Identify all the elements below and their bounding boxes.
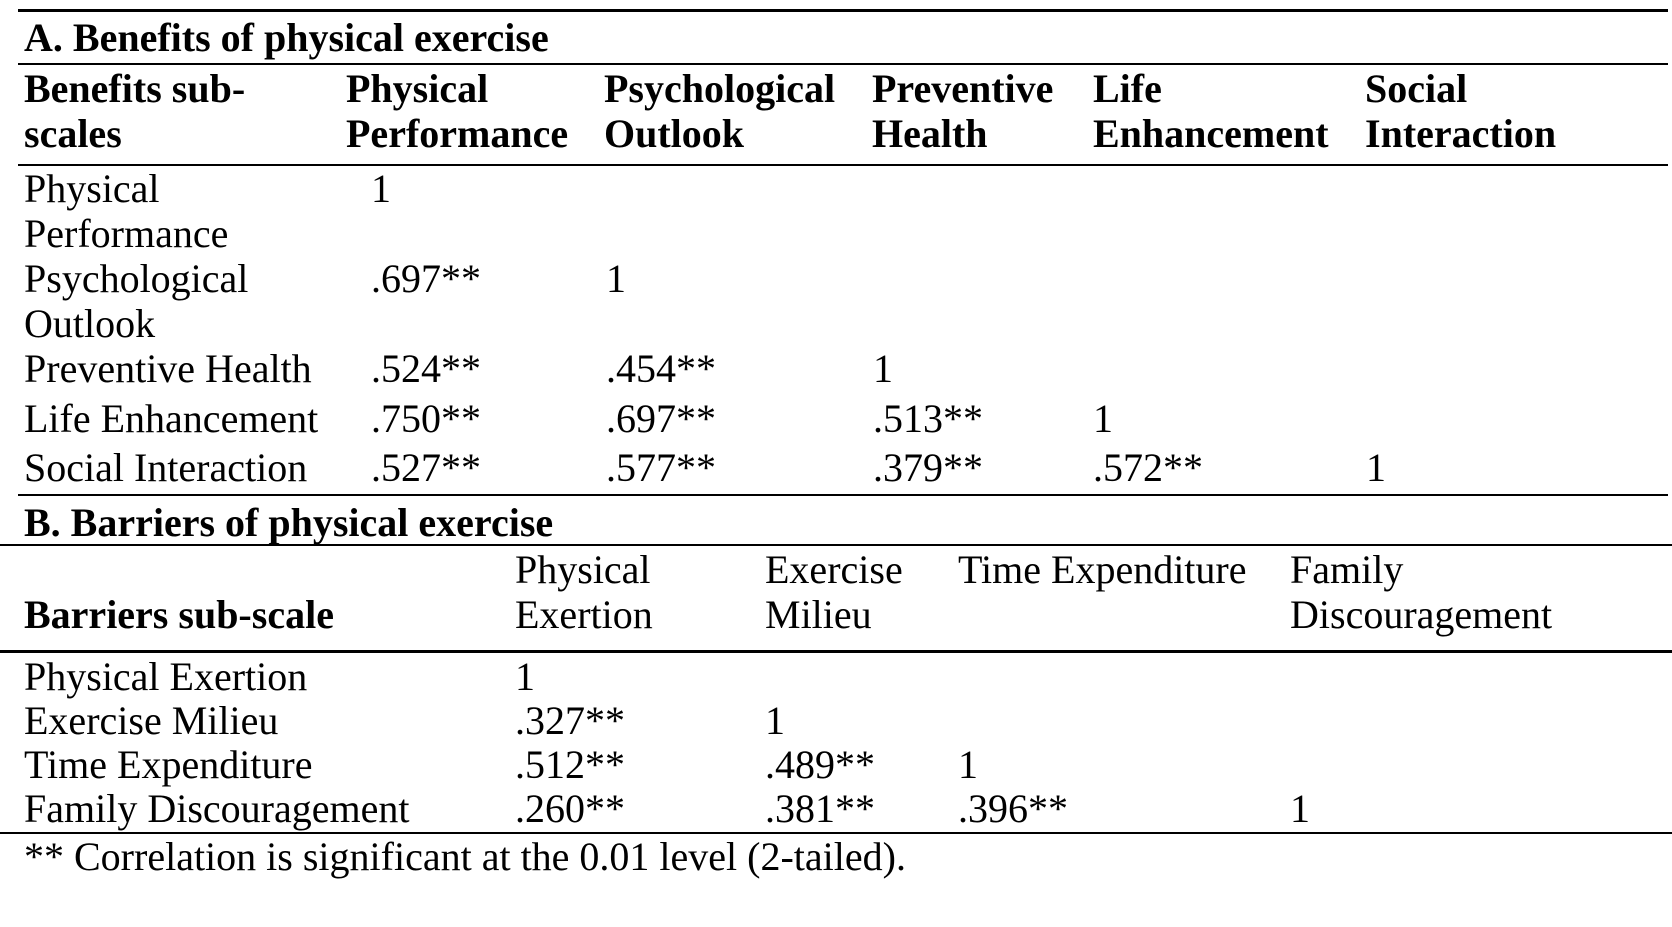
table-cell: .512** bbox=[515, 742, 625, 787]
section-b-title: B. Barriers of physical exercise bbox=[24, 500, 554, 545]
col-header-exercise-milieu: Exercise bbox=[765, 547, 903, 592]
table-cell: .513** bbox=[873, 396, 983, 441]
row-label-physical-performance: Physical bbox=[24, 166, 160, 211]
col-header-psychological-outlook: Psychological bbox=[604, 66, 836, 111]
col-header-time-expenditure: Time Expenditure bbox=[958, 547, 1247, 592]
table-cell: .697** bbox=[371, 256, 481, 301]
row-label-psychological-outlook-line2: Outlook bbox=[24, 301, 156, 346]
table-cell: 1 bbox=[873, 346, 893, 391]
section-a-corner-header-line2: scales bbox=[24, 111, 122, 156]
table-cell: .527** bbox=[371, 445, 481, 490]
table-cell: 1 bbox=[1366, 445, 1386, 490]
table-cell: 1 bbox=[958, 742, 978, 787]
section-a-bottom-rule bbox=[18, 494, 1668, 496]
table-cell: .327** bbox=[515, 698, 625, 743]
table-cell: .697** bbox=[606, 396, 716, 441]
table-cell: .381** bbox=[765, 786, 875, 831]
col-header-physical-exertion-line2: Exertion bbox=[515, 592, 653, 637]
table-cell: 1 bbox=[371, 166, 391, 211]
col-header-psychological-outlook-line2: Outlook bbox=[604, 111, 745, 156]
section-a-corner-header-line1: Benefits sub- bbox=[24, 66, 246, 111]
row-label-family-discouragement: Family Discouragement bbox=[24, 786, 410, 831]
table-cell: .572** bbox=[1093, 445, 1203, 490]
section-b-corner-header: Barriers sub-scale bbox=[24, 592, 334, 637]
col-header-social-interaction: Social bbox=[1365, 66, 1468, 111]
section-a-title: A. Benefits of physical exercise bbox=[24, 15, 549, 60]
col-header-exercise-milieu-line2: Milieu bbox=[765, 592, 872, 637]
row-label-time-expenditure: Time Expenditure bbox=[24, 742, 313, 787]
table-cell: .260** bbox=[515, 786, 625, 831]
section-a-header-bottom-rule bbox=[18, 164, 1668, 166]
table-cell: .750** bbox=[371, 396, 481, 441]
table-cell: 1 bbox=[1290, 786, 1310, 831]
table-cell: .524** bbox=[371, 346, 481, 391]
table-cell: .396** bbox=[958, 786, 1068, 831]
col-header-preventive-health: Preventive bbox=[872, 66, 1054, 111]
col-header-preventive-health-line2: Health bbox=[872, 111, 988, 156]
row-label-physical-exertion: Physical Exertion bbox=[24, 654, 308, 699]
row-label-exercise-milieu: Exercise Milieu bbox=[24, 698, 279, 743]
col-header-physical-performance-line2: Performance bbox=[346, 111, 569, 156]
table-cell: 1 bbox=[606, 256, 626, 301]
table-cell: .454** bbox=[606, 346, 716, 391]
row-label-social-interaction: Social Interaction bbox=[24, 445, 308, 490]
col-header-life-enhancement: Life bbox=[1093, 66, 1162, 111]
col-header-family-discouragement-line2: Discouragement bbox=[1290, 592, 1553, 637]
table-cell: 1 bbox=[1093, 396, 1113, 441]
col-header-physical-performance: Physical bbox=[346, 66, 489, 111]
footnote: ** Correlation is significant at the 0.01 level (2-tailed). bbox=[24, 834, 906, 879]
table-cell: 1 bbox=[515, 654, 535, 699]
table-cell: 1 bbox=[765, 698, 785, 743]
col-header-life-enhancement-line2: Enhancement bbox=[1093, 111, 1329, 156]
table-cell: .577** bbox=[606, 445, 716, 490]
col-header-family-discouragement: Family bbox=[1290, 547, 1404, 592]
row-label-preventive-health: Preventive Health bbox=[24, 346, 312, 391]
row-label-psychological-outlook: Psychological bbox=[24, 256, 249, 301]
table-cell: .379** bbox=[873, 445, 983, 490]
col-header-social-interaction-line2: Interaction bbox=[1365, 111, 1557, 156]
row-label-life-enhancement: Life Enhancement bbox=[24, 396, 319, 441]
row-label-physical-performance-line2: Performance bbox=[24, 211, 229, 256]
table-cell: .489** bbox=[765, 742, 875, 787]
col-header-physical-exertion: Physical bbox=[515, 547, 651, 592]
top-rule bbox=[18, 9, 1668, 12]
